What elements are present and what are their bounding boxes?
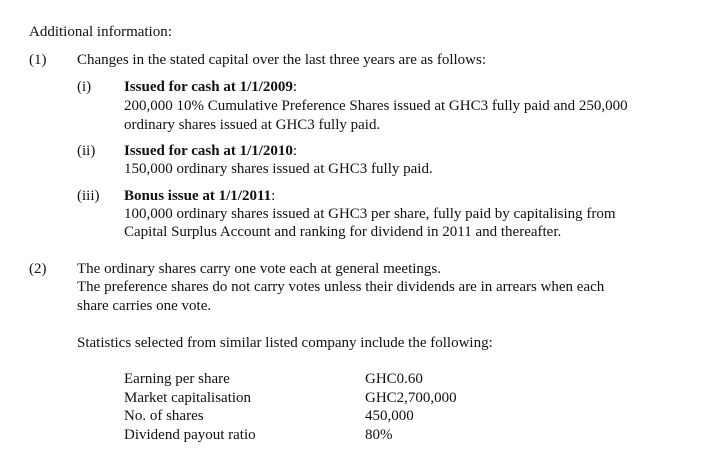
section-intro: Changes in the stated capital over the last three years are as follows:: [77, 52, 487, 68]
section-number: (1): [29, 52, 47, 68]
item-line: 150,000 ordinary shares issued at GHC3 fully paid.: [124, 161, 433, 177]
section-line: The preference shares do not carry votes unless their dividends are in arrears when each: [77, 279, 605, 295]
item-line: 100,000 ordinary shares issued at GHC3 per share, fully paid by capitalising from: [124, 206, 616, 222]
section-line: share carries one vote.: [77, 298, 212, 314]
item-title-row: Issued for cash at 1/1/2010:: [124, 143, 298, 159]
stat-value: 450,000: [365, 408, 414, 424]
item-line: ordinary shares issued at GHC3 fully paid.: [124, 117, 381, 133]
stat-value: GHC2,700,000: [365, 390, 457, 406]
item-title: Issued for cash at 1/1/2009: [124, 79, 293, 95]
stats-intro: Statistics selected from similar listed company include the following:: [77, 335, 493, 351]
stat-label: No. of shares: [124, 408, 204, 424]
item-numeral: (ii): [77, 143, 96, 159]
item-numeral: (i): [77, 79, 92, 95]
item-line: Capital Surplus Account and ranking for dividend in 2011 and thereafter.: [124, 224, 562, 240]
stat-label: Dividend payout ratio: [124, 427, 256, 443]
section-line: The ordinary shares carry one vote each at general meetings.: [77, 261, 441, 277]
section-number: (2): [29, 261, 47, 277]
heading: Additional information:: [29, 24, 172, 40]
item-title-row: Bonus issue at 1/1/2011:: [124, 188, 276, 204]
item-title-row: Issued for cash at 1/1/2009:: [124, 79, 298, 95]
item-numeral: (iii): [77, 188, 100, 204]
stat-label: Earning per share: [124, 371, 230, 387]
item-line: 200,000 10% Cumulative Preference Shares issued at GHC3 fully paid and 250,000: [124, 98, 628, 114]
item-title: Bonus issue at 1/1/2011: [124, 188, 272, 204]
stat-label: Market capitalisation: [124, 390, 252, 406]
item-title: Issued for cash at 1/1/2010: [124, 143, 293, 159]
stat-value: GHC0.60: [365, 371, 423, 387]
stat-value: 80%: [365, 427, 393, 443]
